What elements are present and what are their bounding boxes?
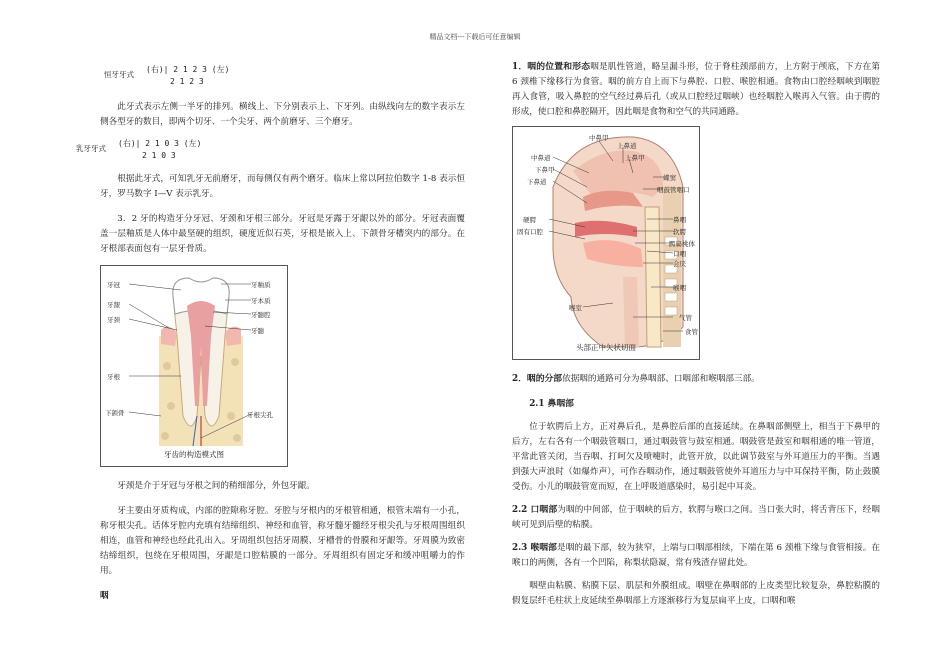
label-middle-concha: 中鼻甲 bbox=[589, 134, 609, 142]
permanent-teeth-formula bbox=[100, 62, 465, 92]
label-gum: 牙龈 bbox=[107, 301, 120, 309]
formula-bottom: 2 1 0 3 bbox=[142, 151, 176, 160]
label-apical-foramen: 牙根尖孔 bbox=[247, 411, 273, 419]
label-hard-palate: 硬腭 bbox=[523, 216, 536, 224]
label-oropharynx: 口咽 bbox=[673, 250, 686, 258]
label-dentin: 牙本质 bbox=[251, 297, 271, 305]
paragraph: 牙主要由牙质构成，内部的腔隙称牙腔。牙腔与牙根内的牙根管相通，根管末端有一小孔，称牙根尖孔。话体牙腔内充填有结缔组织、神经和血管，称牙髓牙髓经牙根尖孔与牙根周围组织相连，血管和神经也经此孔出入。牙周组织包括牙周膜、牙槽骨的骨膜和牙龈等。牙周膜为致密结缔组织，包绕在牙根周围，牙龈是口腔粘膜的一部分。牙周组织有固定牙和缓冲咀嚼力的作用。 bbox=[100, 506, 465, 576]
label-trachea: 气管 bbox=[679, 314, 692, 322]
label-superior-concha: 上鼻甲 bbox=[625, 154, 645, 162]
label-palatine-tonsil: 腭扁桃体 bbox=[669, 240, 695, 248]
section-2-3 bbox=[512, 541, 880, 571]
section-title: 2．咽的分部 bbox=[512, 374, 563, 384]
formula-bottom: 2 1 2 3 bbox=[170, 77, 204, 86]
deciduous-teeth-formula bbox=[72, 136, 465, 166]
label-neck: 牙颈 bbox=[107, 316, 120, 324]
tooth-structure-figure bbox=[100, 265, 288, 467]
subsection-title: 2.1 鼻咽部 bbox=[529, 399, 574, 409]
paragraph: 牙颈是介于牙冠与牙根之间的稍细部分，外包牙龈。 bbox=[117, 481, 315, 491]
left-column bbox=[76, 60, 465, 604]
formula-label: 恒牙牙式 bbox=[104, 70, 134, 79]
label-nasopharynx: 鼻咽 bbox=[673, 216, 686, 224]
label-epiglottis: 会厌 bbox=[673, 260, 686, 268]
label-sphenoid-sinus: 蝶窦 bbox=[663, 174, 676, 182]
subsection-heading bbox=[512, 397, 880, 412]
section-1 bbox=[512, 60, 880, 120]
label-soft-palate: 软腭 bbox=[673, 228, 686, 236]
label-pulp: 牙髓 bbox=[251, 327, 264, 335]
figure-caption: 头部正中矢状切面 bbox=[576, 343, 636, 352]
paragraph: 3．2 牙的构造牙分牙冠、牙颈和牙根三部分。牙冠是牙露于牙龈以外的部分。牙冠表面覆盖一层釉质是人体中最坚硬的组织，硬度近似石英，牙根是嵌入上、下颌骨牙槽突内的部分。在牙根部表面包有一层牙骨质。 bbox=[100, 214, 465, 254]
subsection-title: 2.2 口咽部 bbox=[512, 505, 558, 515]
label-enamel: 牙釉质 bbox=[251, 281, 271, 289]
label-laryngopharynx: 喉咽 bbox=[673, 284, 686, 292]
figure-caption: 牙齿的构造模式图 bbox=[164, 450, 224, 459]
head-sagittal-figure bbox=[512, 126, 700, 360]
label-laryngeal-ventricle: 喉室 bbox=[569, 304, 582, 312]
label-crown: 牙冠 bbox=[107, 281, 120, 289]
section-2-2 bbox=[512, 503, 880, 533]
header-note: 精品文档---下载后可任意编辑 bbox=[429, 33, 521, 41]
label-inferior-concha: 下鼻甲 bbox=[535, 166, 555, 174]
label-mandible: 下颌骨 bbox=[105, 409, 125, 417]
section-tail: 咽 bbox=[100, 591, 109, 601]
paragraph: 位于软腭后上方，正对鼻后孔，是鼻腔后部的直接延续。在鼻咽部侧壁上，相当于下鼻甲的后方，左右各有一个咽鼓管咽口，通过咽鼓管与鼓室相通。咽鼓管是鼓室和咽相通的唯一管道，平常此管关闭，当吞咽、打呵欠及喷嚏时，此管开放，以此调节鼓室与外耳道压力的平衡。当遇到强大声浪时（如爆炸声），可作吞咽动作，通过咽鼓管使外耳道压力与中耳保持平衡，防止鼓膜受伤。小儿的咽鼓管宽而短，在上呼吸道感染时，易引起中耳炎。 bbox=[512, 422, 880, 492]
label-esophagus: 食管 bbox=[685, 328, 698, 336]
label-oral-cavity-proper: 固有口腔 bbox=[517, 228, 543, 236]
label-root: 牙根 bbox=[107, 373, 120, 381]
paragraph: 此牙式表示左侧一半牙的排列。横线上、下分别表示上、下牙列。由纵线向左的数字表示左侧各型牙的数目，即两个切牙、一个尖牙、两个前磨牙、三个磨牙。 bbox=[100, 102, 465, 127]
label-superior-meatus: 上鼻道 bbox=[617, 142, 637, 150]
label-pulp-cavity: 牙髓腔 bbox=[251, 311, 271, 319]
paragraph: 根据此牙式，可知乳牙无前磨牙，而每侧仅有两个磨牙。临床上常以阿拉伯数字 1-8 表示恒牙，罗马数字 I—V 表示乳牙。 bbox=[100, 174, 465, 199]
section-text: 是咽的最下部，较为狭窄，上端与口咽部相续，下端在第 6 颈椎下缘与食管相接。在喉口的两侧，各有一个凹陷，称梨状隐凝，常有残渣存留此处。 bbox=[512, 543, 880, 568]
section-text: 咽是肌性管道，略呈漏斗形，位于脊柱颈部前方，上方附于颅底，下方在第 6 颈椎下缘移行为食管。咽的前方自上而下与鼻腔、口腔、喉腔相通。食物由口腔经咽峡到咽腔再入食管，吸入鼻腔的空气经过鼻后孔（或从口腔经过咽峡）也经咽腔入喉再入气管。由于腭的形成，使口腔和鼻腔隔开，因此咽是食物和空气的共同通路。 bbox=[512, 62, 880, 117]
formula-label: 乳牙牙式 bbox=[76, 144, 106, 153]
section-2 bbox=[512, 372, 880, 387]
subsection-title: 2.3 喉咽部 bbox=[512, 543, 558, 553]
section-title: 1．咽的位置和形态 bbox=[512, 62, 591, 72]
paragraph: 咽壁由粘膜、粘膜下层、肌层和外膜组成。咽壁在鼻咽部的上皮类型比较复杂，鼻腔粘膜的假复层纤毛柱状上皮延续至鼻咽部上方逐渐移行为复层扁平上皮，口咽和喉 bbox=[512, 581, 880, 606]
formula-top: (右)| 2 1 2 3 (左) bbox=[146, 65, 230, 74]
label-inferior-meatus: 下鼻道 bbox=[527, 178, 547, 186]
label-tubal-opening: 咽鼓管咽口 bbox=[657, 186, 690, 194]
right-column bbox=[512, 60, 880, 609]
formula-top: (右)| 2 1 0 3 (左) bbox=[118, 139, 202, 148]
label-middle-meatus: 中鼻道 bbox=[531, 154, 551, 162]
section-text: 依据咽的通路可分为鼻咽部、口咽部和喉咽部三部。 bbox=[562, 374, 760, 384]
section-text: 为咽的中间部，位于咽峡的后方，软腭与喉口之间。当口张大时，将舌背压下，经咽峡可见到后壁的粘膜。 bbox=[512, 505, 880, 530]
